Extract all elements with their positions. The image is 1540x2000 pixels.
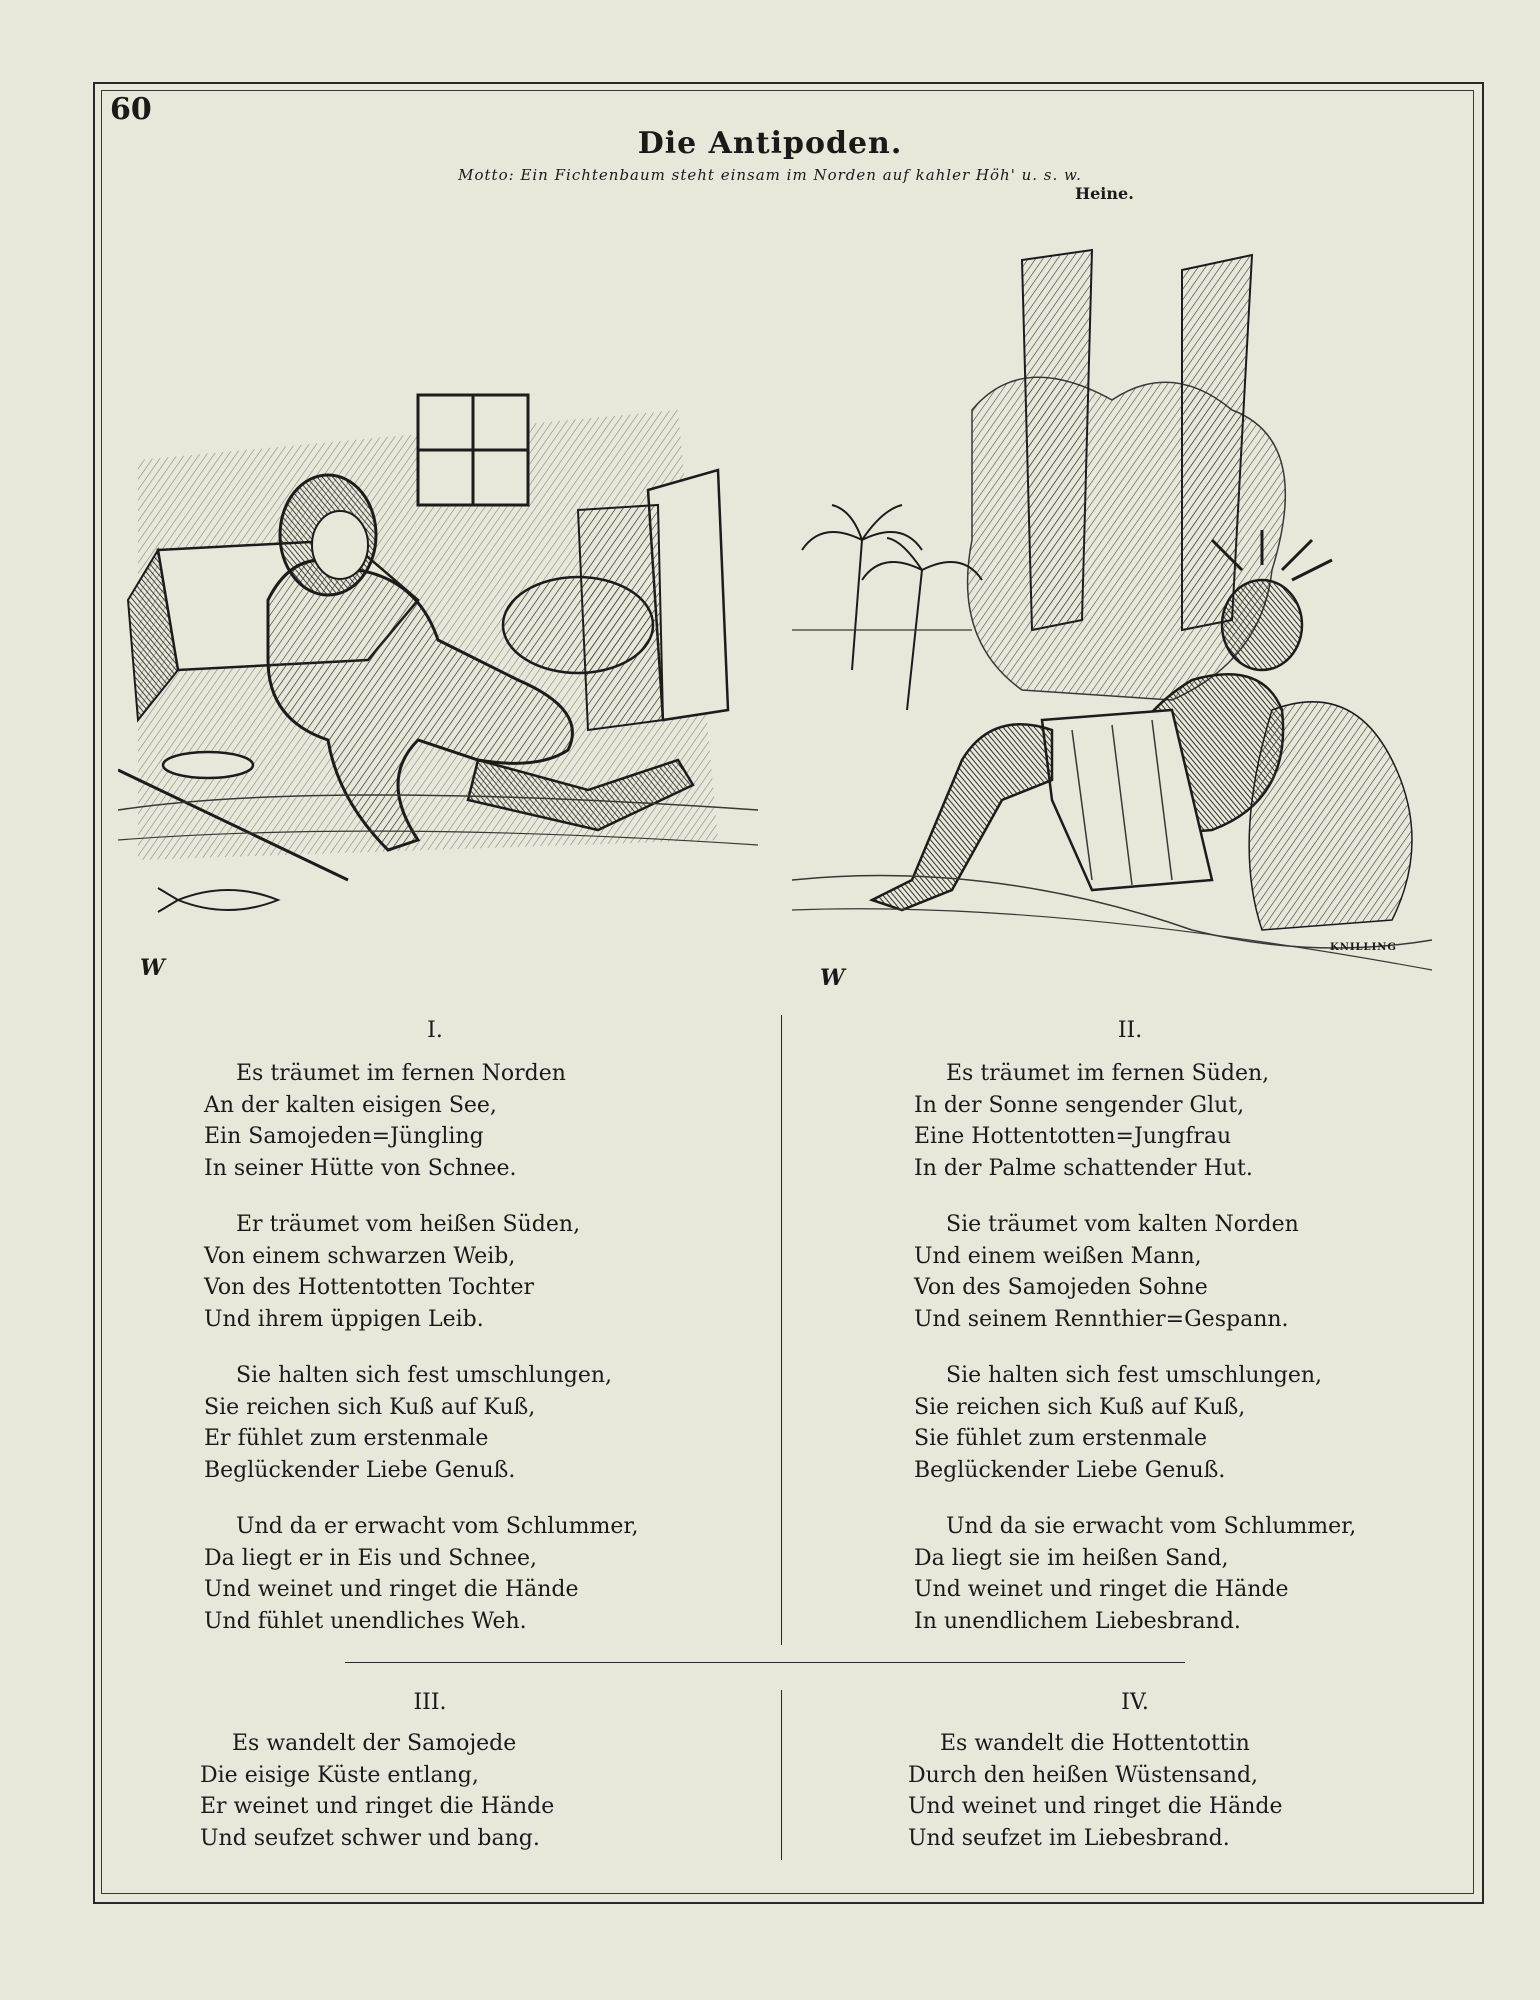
motto-author: Heine.	[1075, 184, 1134, 203]
verse-line: Er fühlet zum erstenmale	[204, 1426, 489, 1451]
verse-line: Sie halten sich fest umschlungen,	[236, 1363, 613, 1388]
poem-section-2	[914, 1058, 1356, 1662]
illustration-samoyed	[118, 340, 768, 1000]
verse-line: Es träumet im fernen Norden	[236, 1061, 566, 1086]
verse-line: Und da er erwacht vom Schlummer,	[236, 1514, 639, 1539]
column-divider-top	[781, 1015, 782, 1645]
stanza	[914, 1209, 1356, 1335]
stanza	[204, 1209, 638, 1335]
verse-line: Sie reichen sich Kuß auf Kuß,	[914, 1394, 1246, 1420]
verse-line: Und fühlet unendliches Weh.	[204, 1608, 527, 1634]
verse-line: Sie reichen sich Kuß auf Kuß,	[204, 1394, 536, 1420]
verse-line: Die eisige Küste entlang,	[200, 1762, 479, 1788]
poem-section-1	[204, 1058, 638, 1662]
stanza	[914, 1511, 1356, 1637]
verse-line: Eine Hottentotten=Jungfrau	[914, 1124, 1232, 1149]
poem-title: Die Antipoden.	[637, 126, 903, 161]
verse-line: Und seufzet schwer und bang.	[200, 1825, 540, 1851]
verse-line: Da liegt sie im heißen Sand,	[914, 1545, 1229, 1571]
page-number: 60	[110, 92, 152, 127]
poem-section-4	[908, 1728, 1282, 1879]
verse-line: In der Sonne sengender Glut,	[914, 1092, 1245, 1118]
section-divider	[345, 1662, 1185, 1663]
poem-section-3	[200, 1728, 554, 1879]
verse-line: Sie fühlet zum erstenmale	[914, 1426, 1207, 1451]
verse-line: Und weinet und ringet die Hände	[914, 1577, 1289, 1602]
section-numeral-4: IV.	[1121, 1690, 1149, 1715]
verse-line: Und weinet und ringet die Hände	[908, 1794, 1283, 1819]
verse-line: Sie halten sich fest umschlungen,	[946, 1363, 1323, 1388]
illustration-right-engraver: KNILLING	[1330, 942, 1397, 953]
verse-line: Es wandelt der Samojede	[232, 1731, 517, 1756]
verse-line: Beglückender Liebe Genuß.	[914, 1457, 1226, 1483]
verse-line: Von des Samojeden Sohne	[914, 1275, 1208, 1300]
verse-line: Es wandelt die Hottentottin	[940, 1731, 1250, 1756]
verse-line: Von einem schwarzen Weib,	[204, 1243, 516, 1269]
verse-line: Und weinet und ringet die Hände	[204, 1577, 579, 1602]
section-numeral-1: I.	[427, 1018, 443, 1043]
verse-line: An der kalten eisigen See,	[204, 1092, 497, 1118]
verse-line: In der Palme schattender Hut.	[914, 1155, 1253, 1181]
verse-line: Ein Samojeden=Jüngling	[204, 1124, 484, 1149]
stanza	[200, 1728, 554, 1854]
verse-line: Und seufzet im Liebesbrand.	[908, 1825, 1230, 1851]
stanza	[914, 1058, 1356, 1184]
verse-line: In unendlichem Liebesbrand.	[914, 1608, 1241, 1634]
verse-line: In seiner Hütte von Schnee.	[204, 1155, 517, 1181]
stanza	[204, 1511, 638, 1637]
illustration-right-signature: W	[820, 965, 845, 991]
verse-line: Da liegt er in Eis und Schnee,	[204, 1545, 538, 1571]
stanza	[204, 1058, 638, 1184]
verse-line: Und seinem Rennthier=Gespann.	[914, 1306, 1289, 1332]
section-numeral-3: III.	[413, 1690, 447, 1715]
verse-line: Von des Hottentotten Tochter	[204, 1275, 534, 1300]
verse-line: Und ihrem üppigen Leib.	[204, 1306, 484, 1332]
stanza	[204, 1360, 638, 1486]
verse-line: Sie träumet vom kalten Norden	[946, 1212, 1299, 1237]
stanza	[908, 1728, 1282, 1854]
verse-line: Er weinet und ringet die Hände	[200, 1794, 555, 1819]
motto: Motto: Ein Fichtenbaum steht einsam im Norden auf kahler Höh' u. s. w.	[458, 166, 1082, 184]
column-divider-bottom	[781, 1690, 782, 1860]
illustration-hottentot	[792, 240, 1452, 1000]
stanza	[914, 1360, 1356, 1486]
section-numeral-2: II.	[1117, 1018, 1143, 1043]
verse-line: Und einem weißen Mann,	[914, 1243, 1202, 1269]
verse-line: Er träumet vom heißen Süden,	[236, 1212, 581, 1237]
illustration-left-signature: W	[140, 955, 165, 981]
verse-line: Durch den heißen Wüstensand,	[908, 1762, 1259, 1788]
verse-line: Und da sie erwacht vom Schlummer,	[946, 1514, 1357, 1539]
verse-line: Beglückender Liebe Genuß.	[204, 1457, 516, 1483]
verse-line: Es träumet im fernen Süden,	[946, 1061, 1270, 1086]
